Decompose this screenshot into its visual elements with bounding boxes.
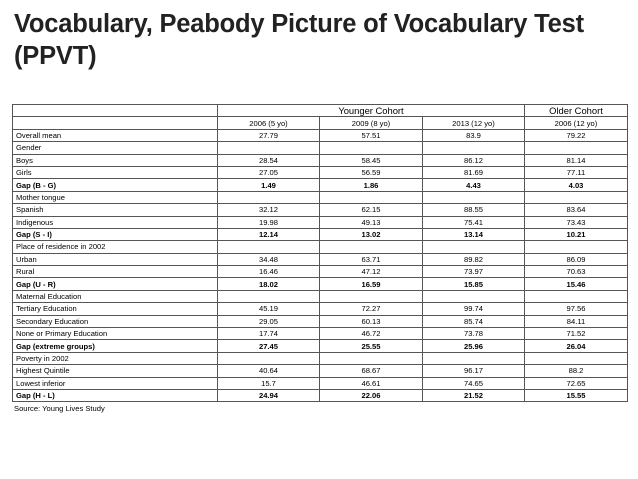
value-cell: 79.22 <box>525 129 628 141</box>
row-label: Gap (extreme groups) <box>13 340 218 352</box>
value-cell: 88.2 <box>525 365 628 377</box>
ppvt-table <box>12 104 628 402</box>
row-label: Lowest inferior <box>13 377 218 389</box>
row-label: Gap (S - I) <box>13 228 218 240</box>
value-cell: 32.12 <box>218 204 320 216</box>
value-cell: 73.78 <box>423 328 525 340</box>
value-cell: 12.14 <box>218 228 320 240</box>
table-row <box>13 266 628 278</box>
value-cell: 25.96 <box>423 340 525 352</box>
table-row <box>13 377 628 389</box>
value-cell: 83.64 <box>525 204 628 216</box>
value-cell: 28.54 <box>218 154 320 166</box>
value-cell: 73.97 <box>423 266 525 278</box>
value-cell <box>423 241 525 253</box>
table-row <box>13 352 628 364</box>
row-label: Gap (H - L) <box>13 389 218 401</box>
value-cell <box>525 352 628 364</box>
value-cell <box>320 290 423 302</box>
table-row <box>13 253 628 265</box>
table-row <box>13 179 628 191</box>
row-label: Mother tongue <box>13 191 218 203</box>
column-header-row <box>13 117 628 129</box>
value-cell: 72.65 <box>525 377 628 389</box>
cohort-header-row <box>13 105 628 117</box>
value-cell: 81.14 <box>525 154 628 166</box>
value-cell: 15.55 <box>525 389 628 401</box>
table-row <box>13 315 628 327</box>
row-label: Tertiary Education <box>13 303 218 315</box>
row-label: Gap (B - G) <box>13 179 218 191</box>
row-label: Spanish <box>13 204 218 216</box>
value-cell: 1.49 <box>218 179 320 191</box>
row-label: Poverty in 2002 <box>13 352 218 364</box>
value-cell <box>218 191 320 203</box>
value-cell: 83.9 <box>423 129 525 141</box>
row-label: Overall mean <box>13 129 218 141</box>
row-label: Boys <box>13 154 218 166</box>
value-cell <box>423 142 525 154</box>
column-header: 2013 (12 yo) <box>423 117 525 129</box>
value-cell: 72.27 <box>320 303 423 315</box>
table-row <box>13 154 628 166</box>
row-label: Highest Quintile <box>13 365 218 377</box>
value-cell: 15.85 <box>423 278 525 290</box>
table-row <box>13 241 628 253</box>
value-cell: 13.02 <box>320 228 423 240</box>
table-row <box>13 290 628 302</box>
older-cohort-header: Older Cohort <box>525 105 628 117</box>
value-cell <box>423 191 525 203</box>
header-blank-cell <box>13 117 218 129</box>
younger-cohort-header: Younger Cohort <box>218 105 525 117</box>
value-cell: 86.09 <box>525 253 628 265</box>
table-row <box>13 142 628 154</box>
value-cell: 62.15 <box>320 204 423 216</box>
value-cell <box>320 142 423 154</box>
row-label: Indigenous <box>13 216 218 228</box>
value-cell: 71.52 <box>525 328 628 340</box>
value-cell: 29.05 <box>218 315 320 327</box>
value-cell: 73.43 <box>525 216 628 228</box>
value-cell: 22.06 <box>320 389 423 401</box>
row-label: Rural <box>13 266 218 278</box>
value-cell <box>525 191 628 203</box>
row-label: Urban <box>13 253 218 265</box>
table-row <box>13 216 628 228</box>
column-header: 2006 (5 yo) <box>218 117 320 129</box>
value-cell: 47.12 <box>320 266 423 278</box>
value-cell: 85.74 <box>423 315 525 327</box>
value-cell: 74.65 <box>423 377 525 389</box>
row-label: Place of residence in 2002 <box>13 241 218 253</box>
value-cell: 10.21 <box>525 228 628 240</box>
value-cell: 99.74 <box>423 303 525 315</box>
value-cell: 86.12 <box>423 154 525 166</box>
value-cell: 21.52 <box>423 389 525 401</box>
table-row <box>13 303 628 315</box>
value-cell: 4.43 <box>423 179 525 191</box>
table-row <box>13 389 628 401</box>
value-cell: 56.59 <box>320 166 423 178</box>
value-cell: 26.04 <box>525 340 628 352</box>
value-cell: 25.55 <box>320 340 423 352</box>
row-label: None or Primary Education <box>13 328 218 340</box>
row-label: Gender <box>13 142 218 154</box>
table-row <box>13 278 628 290</box>
value-cell: 96.17 <box>423 365 525 377</box>
value-cell: 27.79 <box>218 129 320 141</box>
value-cell: 89.82 <box>423 253 525 265</box>
value-cell: 34.48 <box>218 253 320 265</box>
row-label: Girls <box>13 166 218 178</box>
value-cell: 27.45 <box>218 340 320 352</box>
value-cell: 75.41 <box>423 216 525 228</box>
value-cell <box>525 241 628 253</box>
value-cell: 15.46 <box>525 278 628 290</box>
value-cell: 70.63 <box>525 266 628 278</box>
row-label: Gap (U - R) <box>13 278 218 290</box>
value-cell: 19.98 <box>218 216 320 228</box>
value-cell: 77.11 <box>525 166 628 178</box>
table-row <box>13 129 628 141</box>
table-row <box>13 228 628 240</box>
value-cell: 16.59 <box>320 278 423 290</box>
value-cell: 1.86 <box>320 179 423 191</box>
value-cell: 84.11 <box>525 315 628 327</box>
value-cell <box>525 142 628 154</box>
value-cell <box>320 352 423 364</box>
value-cell: 46.72 <box>320 328 423 340</box>
value-cell: 68.67 <box>320 365 423 377</box>
value-cell: 13.14 <box>423 228 525 240</box>
value-cell: 58.45 <box>320 154 423 166</box>
value-cell <box>218 290 320 302</box>
value-cell <box>320 241 423 253</box>
value-cell <box>320 191 423 203</box>
value-cell: 18.02 <box>218 278 320 290</box>
value-cell: 16.46 <box>218 266 320 278</box>
value-cell: 4.03 <box>525 179 628 191</box>
value-cell <box>423 290 525 302</box>
table-row <box>13 340 628 352</box>
value-cell: 45.19 <box>218 303 320 315</box>
table-row <box>13 166 628 178</box>
value-cell: 46.61 <box>320 377 423 389</box>
value-cell <box>525 290 628 302</box>
table-row <box>13 328 628 340</box>
column-header: 2006 (12 yo) <box>525 117 628 129</box>
value-cell: 63.71 <box>320 253 423 265</box>
value-cell: 60.13 <box>320 315 423 327</box>
value-cell <box>218 142 320 154</box>
value-cell: 57.51 <box>320 129 423 141</box>
value-cell: 97.56 <box>525 303 628 315</box>
value-cell: 81.69 <box>423 166 525 178</box>
slide-title: Vocabulary, Peabody Picture of Vocabulary Test (PPVT) <box>14 10 584 70</box>
value-cell: 15.7 <box>218 377 320 389</box>
table-row <box>13 191 628 203</box>
column-header: 2009 (8 yo) <box>320 117 423 129</box>
value-cell <box>423 352 525 364</box>
value-cell <box>218 352 320 364</box>
row-label: Secondary Education <box>13 315 218 327</box>
value-cell <box>218 241 320 253</box>
value-cell: 88.55 <box>423 204 525 216</box>
value-cell: 17.74 <box>218 328 320 340</box>
value-cell: 27.05 <box>218 166 320 178</box>
row-label: Maternal Education <box>13 290 218 302</box>
source-note: Source: Young Lives Study <box>14 404 105 413</box>
value-cell: 24.94 <box>218 389 320 401</box>
table-row <box>13 204 628 216</box>
value-cell: 49.13 <box>320 216 423 228</box>
value-cell: 40.64 <box>218 365 320 377</box>
header-blank-cell <box>13 105 218 117</box>
table-row <box>13 365 628 377</box>
